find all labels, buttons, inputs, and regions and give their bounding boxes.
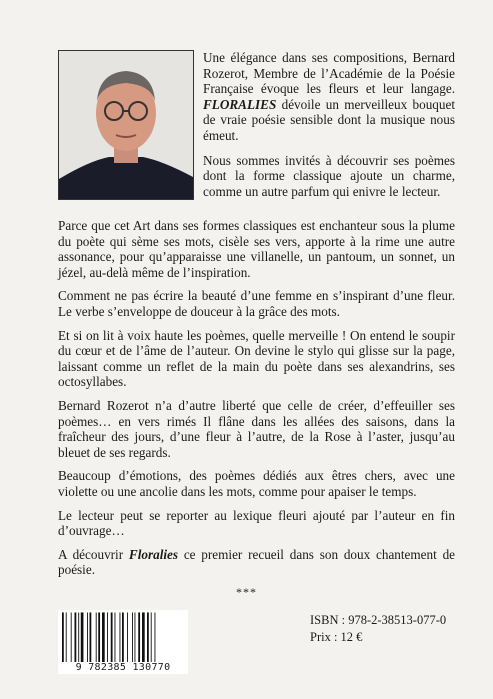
paragraph-5: Et si on lit à voix haute les poèmes, quelle merveille ! On entend le soupir du cœur et de l’âme de l’auteur. On devine le stylo qui glisse sur la page, laissant comme un reflet de la main du poète dans ses alexandrins, ses octosyllabes. bbox=[58, 327, 455, 390]
intro-paragraph-1: Une élégance dans ses compositions, Bernard Rozerot, Membre de l’Académie de la Poésie Française évoque les fleurs et leur langage. FLORALIES dévoile un merveilleux bouquet de vraie poésie sensible dont la musique nous émeut. bbox=[203, 50, 455, 143]
body-text bbox=[58, 218, 455, 586]
paragraph-9: A découvrir Floralies ce premier recueil dans son doux chantement de poésie. bbox=[58, 546, 456, 578]
isbn-block bbox=[310, 612, 446, 646]
paragraph-7: Beaucoup d’émotions, des poèmes dédiés aux êtres chers, avec une violette ou une ancolie dans les mots, comme pour apaiser le temps. bbox=[58, 468, 455, 499]
book-title: FLORALIES bbox=[203, 96, 277, 112]
intro-paragraph-2: Nous sommes invités à découvrir ses poèmes dont la forme classique ajoute un charme, comme un autre parfum qui enivre le lecteur. bbox=[203, 152, 455, 199]
intro-text bbox=[203, 50, 455, 208]
separator: *** bbox=[236, 585, 257, 599]
book-title: Floralies bbox=[128, 546, 179, 562]
author-photo bbox=[58, 50, 194, 200]
paragraph-4: Comment ne pas écrire la beauté d’une femme en s’inspirant d’une fleur. Le verbe s’enveloppe de douceur à la grâce des mots. bbox=[58, 288, 455, 319]
barcode-digits: 9 782385 130770 bbox=[58, 662, 188, 673]
author-portrait-image bbox=[59, 51, 193, 199]
paragraph-6: Bernard Rozerot n’a d’autre liberté que celle de créer, d’effeuiller ses poèmes… en vers rimés Il flâne dans les allées des saisons, dans la fraîcheur des jours, d’une fleur à l’autre, de la Rose à l’aster, jusqu’au bleuet de ses regards. bbox=[58, 397, 455, 460]
paragraph-8: Le lecteur peut se reporter au lexique fleuri ajouté par l’auteur en fin d’ouvrage… bbox=[58, 507, 455, 539]
paragraph-3: Parce que cet Art dans ses formes classiques est enchanteur sous la plume du poète qui sème ses mots, cisèle ses vers, apporte à la rime une autre assonance, pour qu’apparaisse une villanelle, un pantoum, un sonnet, un jézel, au-delà même de l’inspiration. bbox=[58, 218, 455, 280]
price: Prix : 12 € bbox=[310, 630, 363, 644]
isbn: ISBN : 978-2-38513-077-0 bbox=[310, 613, 447, 627]
